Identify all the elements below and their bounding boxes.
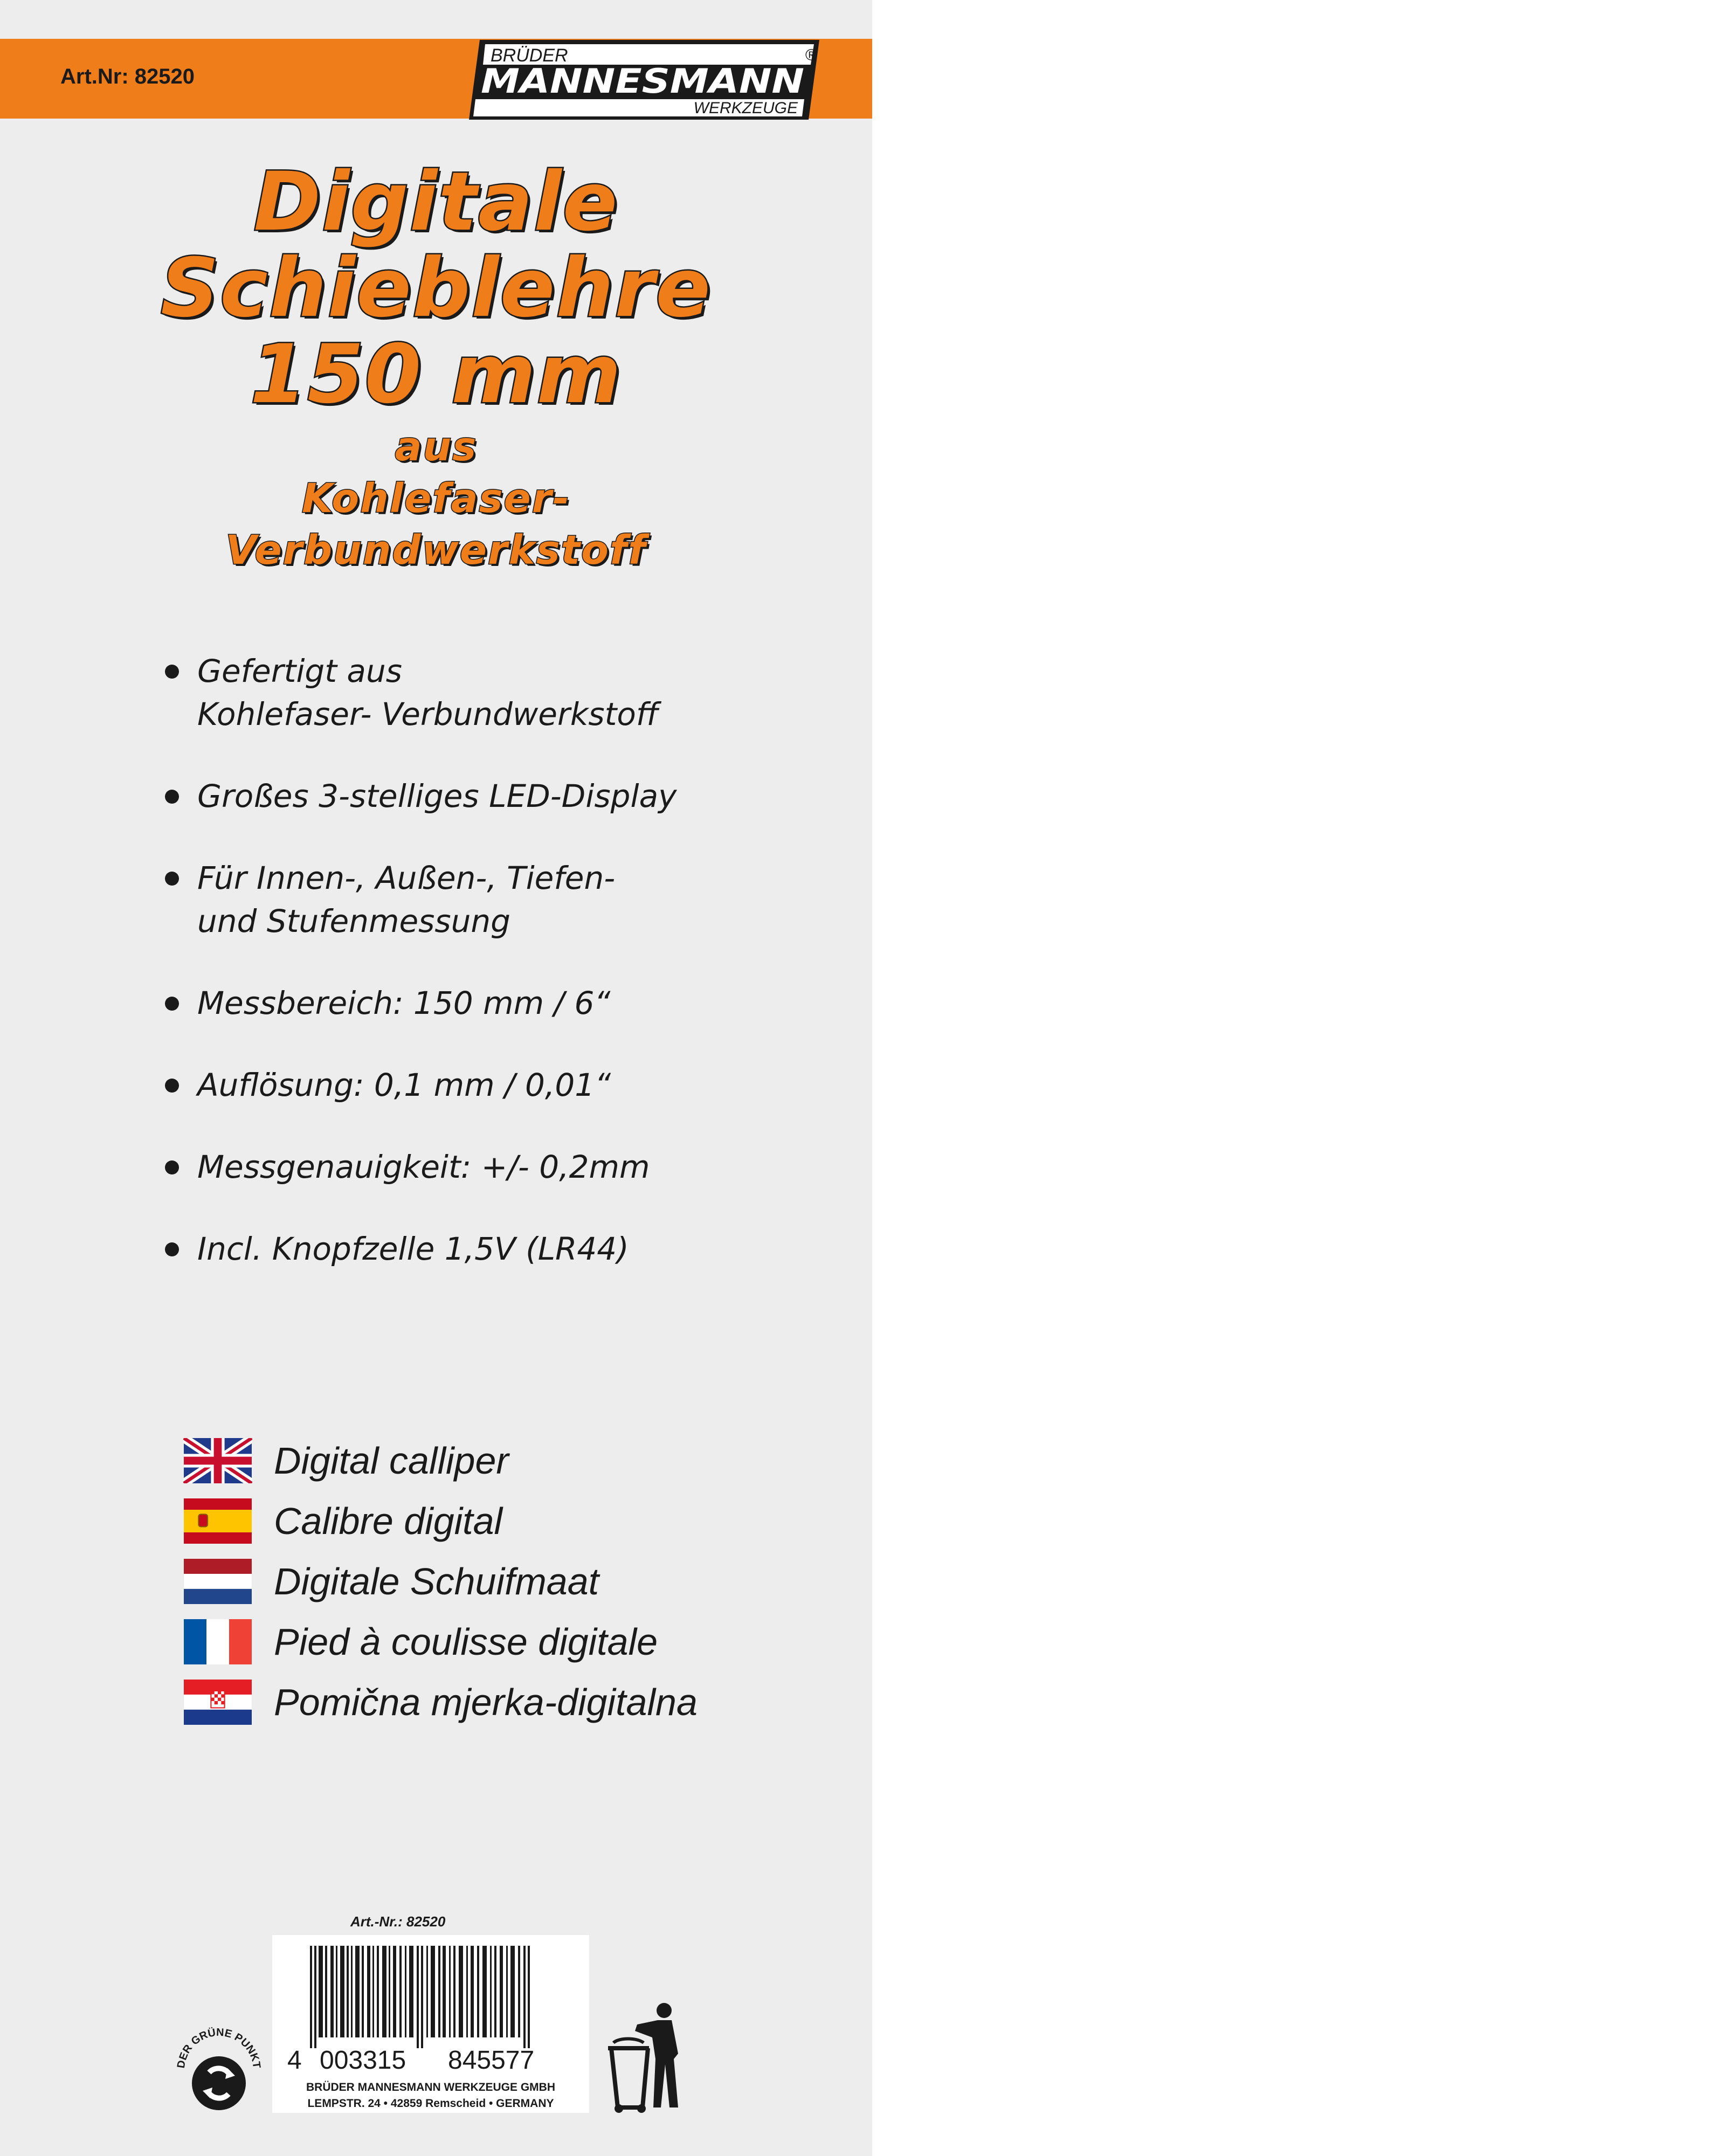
croatia-flag-icon bbox=[183, 1680, 252, 1725]
brand-logo bbox=[464, 37, 830, 123]
language-item-english bbox=[183, 1431, 698, 1490]
language-label: Calibre digital bbox=[274, 1500, 503, 1542]
barcode-digits-right: 845577 bbox=[448, 2046, 535, 2075]
language-item-dutch bbox=[183, 1552, 698, 1611]
france-flag-icon bbox=[183, 1619, 252, 1664]
recycle-bin-icon bbox=[597, 2000, 689, 2118]
brand-bottom: WERKZEUGE bbox=[693, 99, 798, 117]
bullet-icon bbox=[165, 997, 179, 1011]
bullet-icon bbox=[165, 1079, 179, 1093]
language-label: Pied à coulisse digitale bbox=[274, 1621, 658, 1663]
title-line-2: Schieblehre bbox=[161, 241, 712, 335]
feature-item bbox=[162, 982, 809, 1025]
bullet-icon bbox=[165, 1242, 179, 1256]
feature-list bbox=[162, 649, 809, 1309]
title-line-3: 150 mm bbox=[250, 328, 622, 421]
barcode-panel bbox=[272, 1935, 589, 2113]
feature-item bbox=[162, 1145, 809, 1188]
language-item-croatian bbox=[183, 1673, 698, 1732]
article-number: Art.Nr: 82520 bbox=[60, 65, 195, 88]
barcode-article-number: Art.-Nr.: 82520 bbox=[350, 1913, 446, 1930]
bullet-icon bbox=[165, 872, 179, 886]
feature-text: Messbereich: 150 mm / 6“ bbox=[197, 985, 611, 1021]
feature-text: Messgenauigkeit: +/- 0,2mm bbox=[197, 1149, 650, 1185]
feature-text: Incl. Knopfzelle 1,5V (LR44) bbox=[197, 1231, 629, 1267]
bullet-icon bbox=[165, 665, 179, 679]
registered-mark: ® bbox=[805, 46, 818, 64]
language-list bbox=[183, 1431, 698, 1733]
barcode-number bbox=[287, 2046, 534, 2075]
subtitle-line-1: aus bbox=[395, 424, 478, 470]
language-label: Digital calliper bbox=[274, 1440, 509, 1482]
title-line-1: Digitale bbox=[253, 155, 619, 249]
feature-text: Großes 3-stelliges LED-Display bbox=[197, 778, 677, 814]
subtitle-line-2: Kohlefaser- bbox=[302, 475, 570, 522]
barcode-digit-first: 4 bbox=[287, 2046, 302, 2075]
barcode-bars bbox=[310, 1946, 553, 2048]
language-item-spanish bbox=[183, 1491, 698, 1551]
feature-item bbox=[162, 1227, 809, 1270]
subtitle-line-3: Verbundwerkstoff bbox=[225, 527, 647, 573]
brand-main: MANNESMANN bbox=[481, 61, 804, 101]
feature-item bbox=[162, 775, 809, 818]
barcode-digits-left: 003315 bbox=[320, 2046, 406, 2075]
product-title bbox=[0, 155, 872, 573]
gruene-punkt-label: DER GRÜNE PUNKT bbox=[175, 2026, 263, 2069]
feature-text: Für Innen-, Außen-, Tiefen- und Stufenmessung bbox=[197, 860, 616, 939]
uk-flag-icon bbox=[183, 1438, 252, 1483]
feature-text: Auflösung: 0,1 mm / 0,01“ bbox=[197, 1067, 611, 1103]
bullet-icon bbox=[165, 1160, 179, 1174]
gruene-punkt-icon bbox=[171, 2019, 266, 2113]
feature-text: Gefertigt aus Kohlefaser- Verbundwerkstoff bbox=[197, 653, 659, 733]
feature-item bbox=[162, 856, 809, 943]
spain-flag-icon bbox=[183, 1498, 252, 1544]
language-label: Pomična mjerka-digitalna bbox=[274, 1681, 698, 1723]
company-line-2: LEMPSTR. 24 • 42859 Remscheid • GERMANY bbox=[307, 2097, 554, 2110]
feature-item bbox=[162, 1063, 809, 1107]
netherlands-flag-icon bbox=[183, 1559, 252, 1604]
company-line-1: BRÜDER MANNESMANN WERKZEUGE GMBH bbox=[306, 2081, 555, 2093]
language-label: Digitale Schuifmaat bbox=[274, 1560, 599, 1602]
company-address bbox=[272, 2079, 589, 2112]
language-item-french bbox=[183, 1612, 698, 1671]
bullet-icon bbox=[165, 790, 179, 804]
brand-top: BRÜDER bbox=[491, 45, 568, 66]
feature-item bbox=[162, 649, 809, 736]
